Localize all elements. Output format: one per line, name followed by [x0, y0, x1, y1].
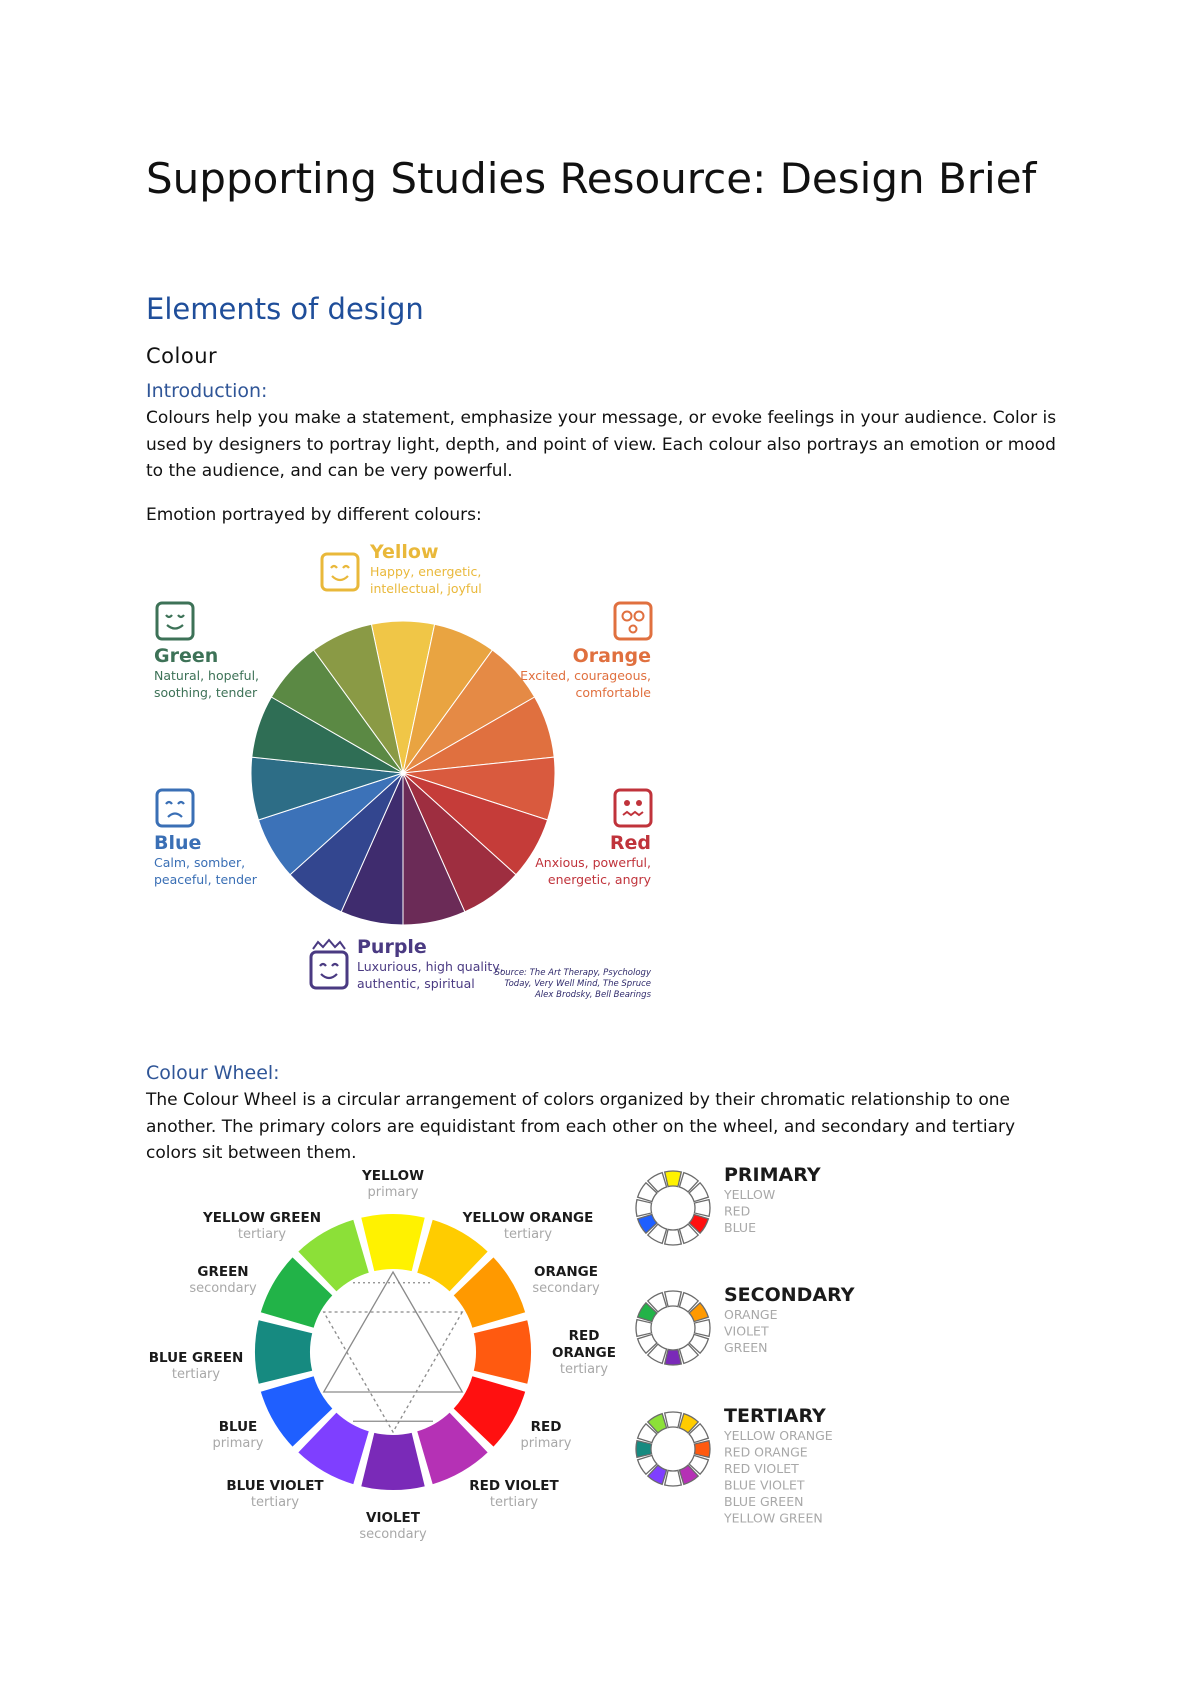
legend-title: SECONDARY	[724, 1284, 855, 1306]
wheel-label-name: ORANGE	[534, 1264, 598, 1280]
wheel-label-type: tertiary	[559, 1362, 609, 1377]
legend-item: YELLOW GREEN	[724, 1510, 823, 1526]
green-name: Green	[154, 645, 219, 667]
wheel-label-type: tertiary	[250, 1495, 300, 1510]
wheel-label-name: BLUE	[218, 1419, 258, 1435]
emotion-label-blue	[154, 790, 258, 887]
wheel-label-name: BLUE VIOLET	[226, 1478, 324, 1494]
wheel-label-orange	[532, 1264, 600, 1296]
colour-wheel	[254, 1213, 532, 1491]
wheel-label-type: primary	[520, 1436, 572, 1451]
wheel-label-blue	[213, 1419, 264, 1451]
wheel-label-blue-green	[149, 1350, 244, 1382]
wheel-label-type: primary	[212, 1436, 264, 1451]
legend-item: VIOLET	[724, 1323, 769, 1339]
wheel-label-name: RED	[530, 1419, 562, 1435]
legend-item: YELLOW	[724, 1187, 776, 1202]
blue-face-icon	[157, 790, 193, 826]
wheel-label-type: tertiary	[503, 1227, 553, 1242]
blue-desc-line2: peaceful, tender	[154, 872, 257, 887]
subsection-heading: Colour	[146, 344, 218, 368]
mini-wheel-segment	[694, 1320, 710, 1337]
wheel-label-type: secondary	[189, 1281, 257, 1296]
primary-triangle	[324, 1272, 463, 1392]
red-name: Red	[609, 832, 651, 854]
legend-mini-wheel	[636, 1291, 710, 1365]
colour-wheel-segment	[360, 1213, 426, 1272]
orange-desc-line1: Excited, courageous,	[520, 668, 651, 683]
wheel-label-green	[189, 1264, 257, 1296]
legend-item: GREEN	[724, 1340, 768, 1355]
emotion-source	[495, 968, 652, 1000]
wheel-label-yellow-green	[202, 1210, 321, 1242]
legend-item: ORANGE	[724, 1307, 778, 1322]
yellow-face-icon	[322, 554, 358, 590]
emotion-label-orange	[520, 603, 651, 700]
legend-item: YELLOW ORANGE	[724, 1428, 833, 1443]
emotion-label-purple	[311, 936, 504, 991]
wheel-label-name: RED	[568, 1328, 600, 1344]
green-desc-line1: Natural, hopeful,	[154, 668, 260, 683]
yellow-desc-line1: Happy, energetic,	[370, 564, 482, 579]
legend-item: BLUE	[724, 1220, 756, 1235]
legend-mini-wheel	[636, 1412, 710, 1486]
source-line: Today, Very Well Mind, The Spruce	[504, 979, 651, 989]
wheel-label-name: YELLOW ORANGE	[462, 1210, 594, 1226]
mini-wheel-segment	[636, 1200, 652, 1217]
purple-face-icon	[311, 940, 347, 988]
mini-wheel-segment	[665, 1470, 682, 1486]
mini-wheel-segment	[665, 1229, 682, 1245]
wheel-label-name: YELLOW GREEN	[202, 1210, 322, 1226]
wheel-label-type: tertiary	[489, 1495, 539, 1510]
emotion-label-green	[154, 603, 259, 700]
wheel-label-type: primary	[367, 1185, 419, 1200]
colour-wheel-paragraph: The Colour Wheel is a circular arrangement of colors organized by their chromatic relationship to one another. The primary colors are equidistant from each other on the wheel, and secondary and tertiary colors sit between them.	[146, 1090, 1016, 1163]
legend-item: BLUE GREEN	[724, 1494, 804, 1509]
wheel-label-name: BLUE GREEN	[148, 1350, 244, 1366]
wheel-label-name: VIOLET	[366, 1510, 420, 1526]
legend-title: PRIMARY	[724, 1164, 821, 1186]
red-desc-line1: Anxious, powerful,	[535, 855, 651, 870]
wheel-label-name: RED VIOLET	[469, 1478, 559, 1494]
secondary-triangle	[324, 1312, 463, 1432]
source-line: Alex Brodsky, Bell Bearings	[534, 990, 651, 1000]
mini-wheel-segment	[636, 1441, 652, 1458]
orange-desc-line2: comfortable	[575, 685, 651, 700]
wheel-label-name: GREEN	[197, 1264, 249, 1280]
mini-wheel-segment	[694, 1200, 710, 1217]
legend-primary	[636, 1164, 821, 1245]
legend-item: RED ORANGE	[724, 1444, 808, 1460]
wheel-label-violet	[359, 1510, 427, 1542]
emotion-caption: Emotion portrayed by different colours:	[146, 505, 482, 525]
orange-name: Orange	[572, 645, 651, 667]
wheel-label-red-violet	[469, 1478, 559, 1510]
legend-title: TERTIARY	[724, 1405, 826, 1427]
mini-wheel-segment	[665, 1412, 682, 1428]
wheel-label-type: secondary	[359, 1527, 427, 1542]
wheel-label-red-orange	[552, 1328, 616, 1377]
mini-wheel-segment	[694, 1441, 710, 1458]
purple-name: Purple	[357, 936, 427, 958]
orange-face-icon	[615, 603, 651, 639]
colour-wheel-heading: Colour Wheel:	[146, 1062, 280, 1084]
wheel-label-blue-violet	[226, 1478, 324, 1510]
green-desc-line2: soothing, tender	[154, 685, 258, 700]
purple-desc-line2: authentic, spiritual	[357, 976, 475, 991]
colour-wheel-segment	[254, 1319, 313, 1385]
legend-secondary	[636, 1284, 855, 1365]
wheel-label-yellow-orange	[462, 1210, 594, 1242]
legend-mini-wheel	[636, 1171, 710, 1245]
mini-wheel-segment	[665, 1171, 682, 1187]
page-title: Supporting Studies Resource: Design Brief	[146, 154, 1037, 203]
emotion-label-yellow	[322, 541, 482, 596]
wheel-label-type: secondary	[532, 1281, 600, 1296]
wheel-label-type: tertiary	[237, 1227, 287, 1242]
blue-name: Blue	[154, 832, 202, 854]
colour-wheel-segment	[360, 1432, 426, 1491]
wheel-label-yellow	[361, 1168, 424, 1200]
red-face-icon	[615, 790, 651, 826]
legend-item: RED	[724, 1203, 751, 1219]
source-line: Source: The Art Therapy, Psychology	[494, 968, 651, 978]
colour-wheel-triangles	[324, 1272, 463, 1432]
mini-wheel-segment	[665, 1291, 682, 1307]
colour-wheel-segment	[473, 1319, 532, 1385]
section-heading: Elements of design	[146, 292, 424, 326]
wheel-label-name-line2: ORANGE	[552, 1345, 616, 1361]
intro-paragraph: Colours help you make a statement, emphasize your message, or evoke feelings in your audience. Color is used by designers to portray light, depth, and point of view. Each colour also portrays an emotion or mood to the audience, and can be very powerful.	[146, 408, 1057, 481]
yellow-name: Yellow	[370, 541, 439, 563]
wheel-label-red	[521, 1419, 572, 1451]
emotion-pie	[251, 621, 555, 925]
wheel-label-type: tertiary	[171, 1367, 221, 1382]
wheel-label-name: YELLOW	[361, 1168, 425, 1184]
legend-tertiary	[636, 1405, 833, 1526]
intro-heading: Introduction:	[146, 380, 268, 402]
mini-wheel-segment	[636, 1320, 652, 1337]
purple-desc-line1: Luxurious, high quality,	[357, 959, 504, 974]
emotion-label-red	[535, 790, 651, 887]
legend-item: RED VIOLET	[724, 1461, 799, 1476]
blue-desc-line1: Calm, somber,	[154, 855, 246, 870]
yellow-desc-line2: intellectual, joyful	[370, 581, 482, 596]
green-face-icon	[157, 603, 193, 639]
mini-wheel-segment	[665, 1349, 682, 1365]
legend-item: BLUE VIOLET	[724, 1477, 805, 1493]
red-desc-line2: energetic, angry	[547, 872, 651, 887]
